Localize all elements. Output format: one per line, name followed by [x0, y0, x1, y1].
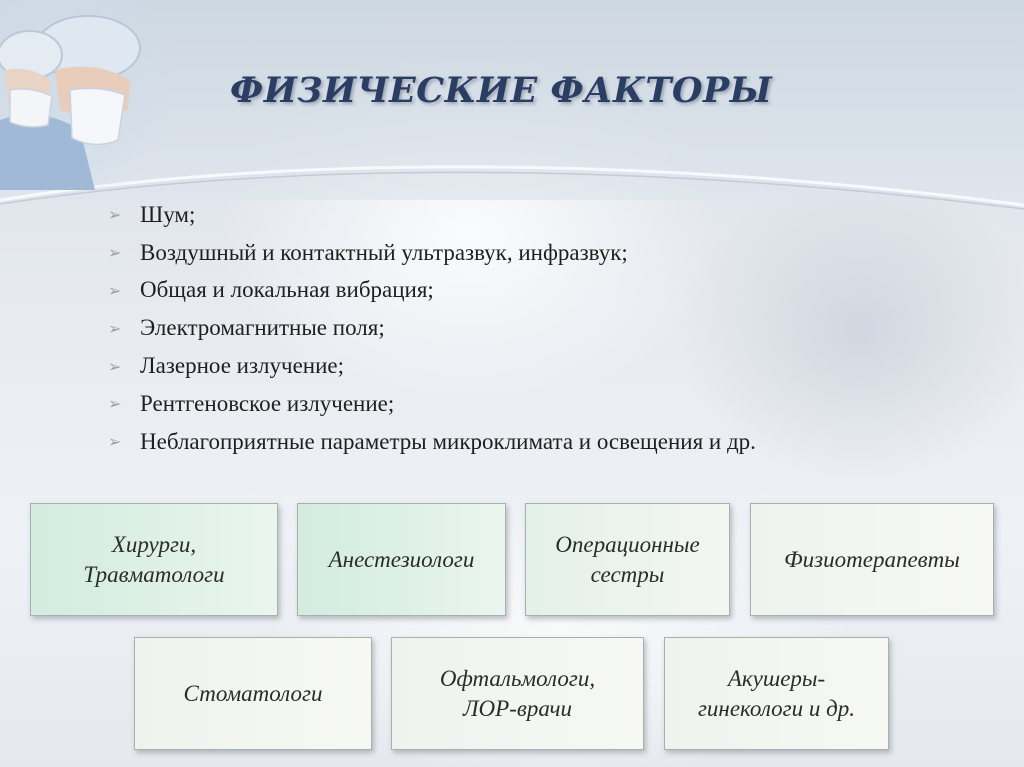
specialist-label: Физиотерапевты: [784, 546, 960, 572]
specialist-label: Стоматологи: [183, 680, 323, 706]
chevron-right-icon: ➢: [108, 356, 122, 376]
specialist-label: Хирурги,: [111, 531, 197, 557]
specialist-box-obstetricians: [664, 637, 889, 750]
list-item: [108, 234, 756, 272]
specialist-box-nurses: [525, 503, 730, 616]
list-item: [108, 196, 756, 234]
specialist-box-anesthesiologists: [297, 503, 506, 616]
specialist-label: Офтальмологи,: [439, 665, 596, 691]
specialist-label: Травматологи: [83, 561, 225, 587]
factor-text: Воздушный и контактный ультразвук, инфразвук;: [140, 239, 628, 265]
factor-text: Рентгеновское излучение;: [140, 390, 395, 416]
specialist-label: ЛОР-врачи: [462, 695, 573, 721]
list-item: [108, 272, 756, 310]
factor-text: Лазерное излучение;: [140, 353, 345, 379]
chevron-right-icon: ➢: [108, 318, 122, 338]
list-item: [108, 423, 756, 461]
surgeon-photo: [0, 0, 170, 190]
specialist-box-ophthalmologists: [391, 637, 644, 750]
specialist-box-physiotherapists: [750, 503, 994, 616]
chevron-right-icon: ➢: [108, 243, 122, 263]
chevron-right-icon: ➢: [108, 432, 122, 452]
chevron-right-icon: ➢: [108, 205, 122, 225]
specialist-label: Операционные: [555, 531, 700, 557]
specialist-box-surgeons: [30, 503, 278, 616]
list-item: [108, 385, 756, 423]
specialist-label: сестры: [590, 561, 665, 587]
factor-text: Шум;: [140, 201, 196, 227]
slide-title: ФИЗИЧЕСКИЕ ФАКТОРЫ: [230, 70, 773, 111]
factor-text: Неблагоприятные параметры микроклимата и освещения и др.: [140, 428, 756, 454]
list-item: [108, 309, 756, 347]
factor-text: Общая и локальная вибрация;: [140, 277, 434, 303]
physical-factors-list: [108, 196, 756, 461]
specialist-label: Анестезиологи: [328, 546, 475, 572]
chevron-right-icon: ➢: [108, 394, 122, 414]
specialist-label: гинекологи и др.: [697, 695, 856, 721]
specialist-label: Акушеры-: [727, 665, 826, 691]
specialist-box-dentists: [134, 637, 372, 750]
factor-text: Электромагнитные поля;: [140, 315, 385, 341]
chevron-right-icon: ➢: [108, 280, 122, 300]
list-item: [108, 347, 756, 385]
